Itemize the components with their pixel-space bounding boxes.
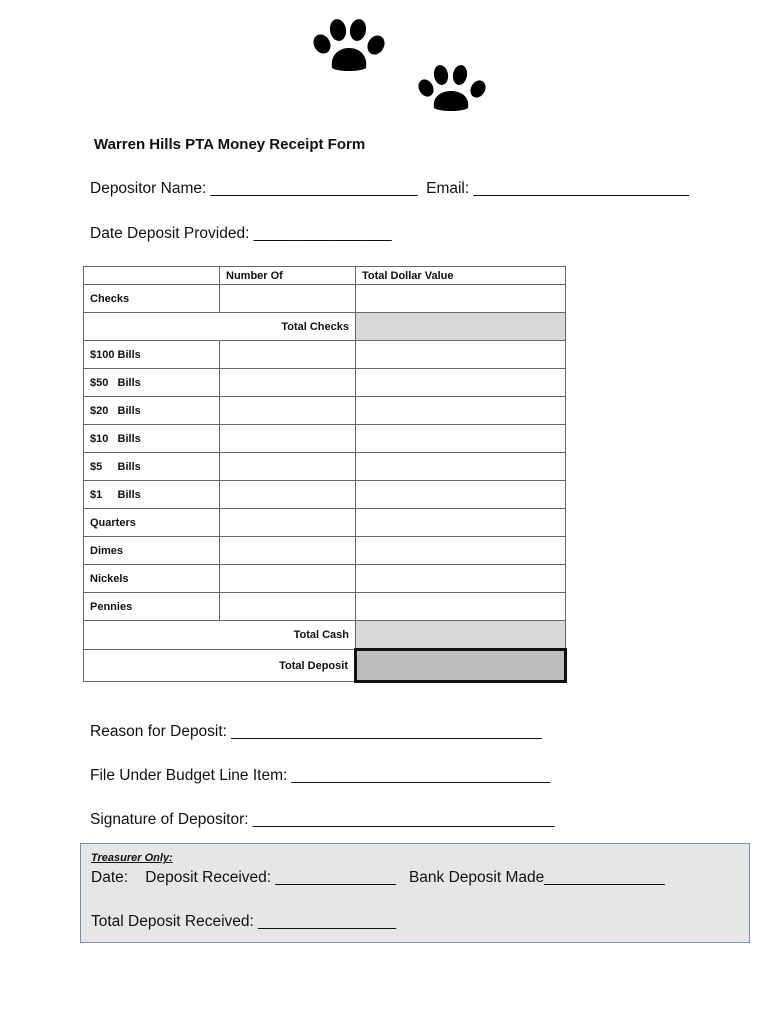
- dollar-value-cell[interactable]: [356, 341, 566, 369]
- total-cash-cell[interactable]: [356, 621, 566, 650]
- total-checks-row: [84, 313, 566, 341]
- dollar-value-cell[interactable]: [356, 453, 566, 481]
- row-label: Nickels: [84, 565, 220, 593]
- reason-for-deposit-line[interactable]: Reason for Deposit: ____________________________________: [90, 723, 542, 740]
- treasurer-only-box: [80, 843, 750, 943]
- number-of-cell[interactable]: [220, 481, 356, 509]
- number-of-cell[interactable]: [220, 453, 356, 481]
- table-row: [84, 453, 566, 481]
- row-label: $10 Bills: [84, 425, 220, 453]
- dollar-value-cell[interactable]: [356, 369, 566, 397]
- header-number-of: Number Of: [220, 267, 356, 285]
- table-row: [84, 481, 566, 509]
- dollar-value-cell[interactable]: [356, 537, 566, 565]
- total-checks-label: Total Checks: [84, 313, 356, 341]
- dollar-value-cell[interactable]: [356, 481, 566, 509]
- total-deposit-received-line[interactable]: Total Deposit Received: ________________: [91, 913, 397, 930]
- date-deposit-provided-line[interactable]: Date Deposit Provided: ________________: [90, 225, 392, 242]
- total-deposit-label: Total Deposit: [84, 650, 356, 682]
- row-label: $20 Bills: [84, 397, 220, 425]
- header-total-dollar-value: Total Dollar Value: [356, 267, 566, 285]
- header-blank: [84, 267, 220, 285]
- row-label: Pennies: [84, 593, 220, 621]
- total-cash-row: [84, 621, 566, 650]
- form-title: Warren Hills PTA Money Receipt Form: [94, 136, 366, 153]
- number-of-cell[interactable]: [220, 397, 356, 425]
- deposit-received-line[interactable]: Date: Deposit Received: ______________ Bank Deposit Made______________: [91, 869, 665, 886]
- number-of-cell[interactable]: [220, 593, 356, 621]
- table-row: [84, 565, 566, 593]
- money-table: [83, 266, 567, 683]
- total-cash-label: Total Cash: [84, 621, 356, 650]
- dollar-value-cell[interactable]: [356, 397, 566, 425]
- dollar-value-cell[interactable]: [356, 285, 566, 313]
- row-label: Dimes: [84, 537, 220, 565]
- row-label: Checks: [84, 285, 220, 313]
- table-row: [84, 593, 566, 621]
- row-label: $50 Bills: [84, 369, 220, 397]
- treasurer-only-heading: Treasurer Only:: [91, 852, 173, 864]
- number-of-cell[interactable]: [220, 425, 356, 453]
- total-checks-cell[interactable]: [356, 313, 566, 341]
- row-label: Quarters: [84, 509, 220, 537]
- dollar-value-cell[interactable]: [356, 565, 566, 593]
- number-of-cell[interactable]: [220, 341, 356, 369]
- table-row: [84, 509, 566, 537]
- row-label: $1 Bills: [84, 481, 220, 509]
- paw-print-icon: [414, 64, 494, 114]
- table-header-row: [84, 267, 566, 285]
- budget-line-item-line[interactable]: File Under Budget Line Item: ______________________________: [90, 767, 551, 784]
- paw-print-icon: [310, 18, 390, 76]
- number-of-cell[interactable]: [220, 369, 356, 397]
- number-of-cell[interactable]: [220, 565, 356, 593]
- table-row: [84, 425, 566, 453]
- dollar-value-cell[interactable]: [356, 425, 566, 453]
- signature-of-depositor-line[interactable]: Signature of Depositor: ___________________________________: [90, 811, 555, 828]
- row-label: $100 Bills: [84, 341, 220, 369]
- row-label: $5 Bills: [84, 453, 220, 481]
- number-of-cell[interactable]: [220, 285, 356, 313]
- table-row: [84, 397, 566, 425]
- depositor-name-email-line[interactable]: Depositor Name: ________________________ Email: _________________________: [90, 180, 689, 197]
- total-deposit-row: [84, 650, 566, 682]
- table-row: [84, 369, 566, 397]
- total-deposit-cell[interactable]: [356, 650, 566, 682]
- number-of-cell[interactable]: [220, 509, 356, 537]
- checks-row: [84, 285, 566, 313]
- dollar-value-cell[interactable]: [356, 593, 566, 621]
- dollar-value-cell[interactable]: [356, 509, 566, 537]
- number-of-cell[interactable]: [220, 537, 356, 565]
- table-row: [84, 341, 566, 369]
- table-row: [84, 537, 566, 565]
